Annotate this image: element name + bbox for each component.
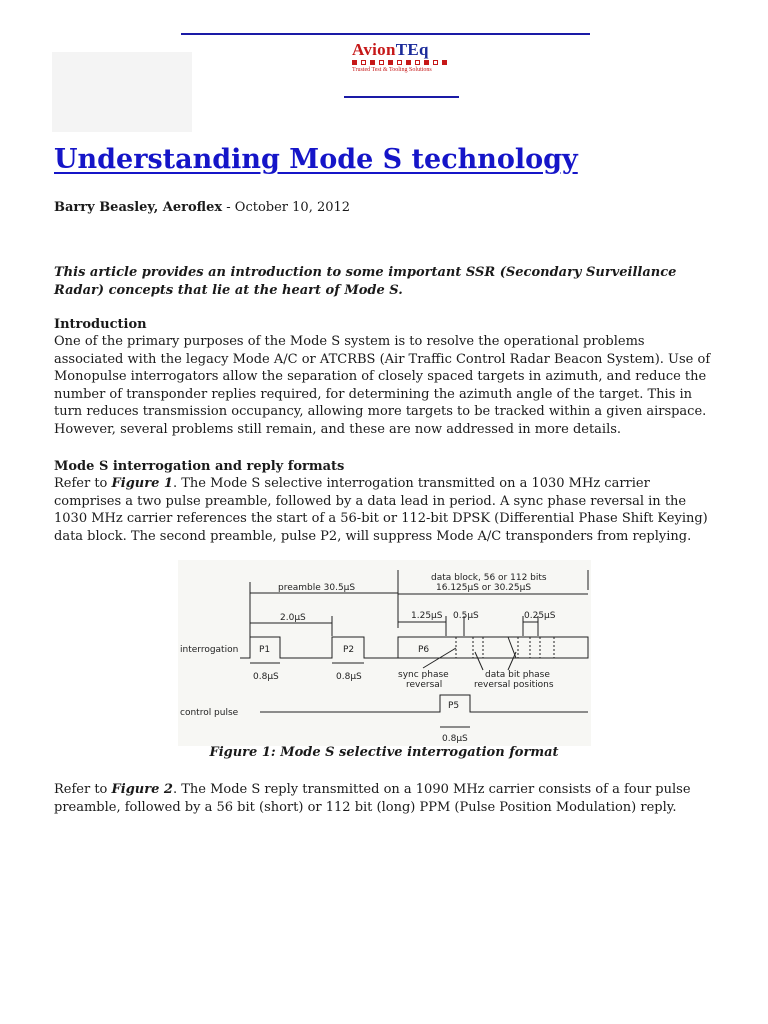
body-text: . The Mode S selective interrogation transmitted on a 1030 MHz carrier comprises a two pulse preamble, followed by a data lead in period. A sync phase reversal in the 1030 MHz carrier references the start of a 56-bit or 112-bit DPSK (Differential Phase Shift Keying) data block. The second preamble, pulse P2, will suppress Mode A/C transponders from replying.	[54, 476, 708, 544]
logo-word-part2: TEq	[395, 40, 429, 59]
section-body	[54, 475, 714, 545]
figure-reference: Figure 1	[111, 476, 173, 491]
author: Barry Beasley, Aeroflex	[54, 200, 223, 215]
label-p2: P2	[343, 645, 355, 655]
label-data-block-2: 16.125µS or 30.25µS	[436, 583, 532, 593]
section-reply	[54, 781, 714, 816]
section-formats	[54, 458, 714, 545]
logo-dot-row	[352, 60, 452, 67]
avionteq-logo[interactable]	[352, 41, 452, 73]
label-0-5us: 0.5µS	[453, 611, 479, 621]
header-short-rule	[344, 96, 459, 98]
label-2-0us: 2.0µS	[280, 613, 306, 623]
logo-tagline: Trusted Test & Tooling Solutions	[352, 67, 432, 73]
body-text: . The Mode S reply transmitted on a 1090 MHz carrier consists of a four pulse preamble, followed by a 56 bit (short) or 112 bit (long) PPM (Pulse Position Modulation) reply.	[54, 782, 691, 815]
logo-word-part1: Avion	[352, 40, 396, 59]
refer-prefix: Refer to	[54, 782, 112, 797]
section-body	[54, 781, 714, 816]
header-top-rule	[181, 33, 590, 35]
label-p5: P5	[448, 701, 460, 711]
figure-1-caption: Figure 1: Mode S selective interrogation format	[209, 745, 559, 760]
label-p1-width: 0.8µS	[253, 672, 279, 682]
section-heading: Mode S interrogation and reply formats	[54, 459, 345, 474]
timing-diagram	[178, 560, 591, 746]
label-preamble: preamble 30.5µS	[278, 583, 356, 593]
label-data-bit-1: data bit phase	[485, 670, 550, 680]
publish-date: October 10, 2012	[234, 200, 351, 215]
logo-wordmark	[352, 41, 452, 59]
article-title[interactable]: Understanding Mode S technology	[54, 144, 578, 175]
label-p2-width: 0.8µS	[336, 672, 362, 682]
figure-reference: Figure 2	[111, 782, 173, 797]
article-abstract: This article provides an introduction to some important SSR (Secondary Surveillance Radar) concepts that lie at the heart of Mode S.	[54, 265, 677, 298]
label-p6: P6	[418, 645, 430, 655]
label-sync-2: reversal	[406, 680, 443, 690]
label-0-25us: 0.25µS	[524, 611, 556, 621]
label-p5-width: 0.8µS	[442, 734, 468, 744]
header-placeholder-box	[52, 52, 192, 132]
label-sync-1: sync phase	[398, 670, 449, 680]
section-body: One of the primary purposes of the Mode S system is to resolve the operational problems associated with the legacy Mode A/C or ATCRBS (Air Traffic Control Radar Beacon System). Use of Monopulse interrogators allow the separation of closely spaced targets in azimuth, and reduce the number of transponder replies required, for determining the azimuth angle of the target. This in turn reduces transmission occupancy, allowing more targets to be tracked within a given airspace. However, several problems still remain, and these are now addressed in more details.	[54, 334, 711, 437]
label-p1: P1	[259, 645, 271, 655]
section-heading: Introduction	[54, 317, 147, 332]
byline	[54, 200, 350, 215]
label-data-block-1: data block, 56 or 112 bits	[431, 573, 547, 583]
label-control-pulse: control pulse	[180, 708, 239, 718]
label-data-bit-2: reversal positions	[474, 680, 554, 690]
refer-prefix: Refer to	[54, 476, 112, 491]
label-interrogation: interrogation	[180, 645, 239, 655]
label-1-25us: 1.25µS	[411, 611, 443, 621]
figure-1-diagram	[178, 560, 591, 746]
section-introduction	[54, 316, 714, 438]
byline-separator: -	[222, 200, 235, 215]
